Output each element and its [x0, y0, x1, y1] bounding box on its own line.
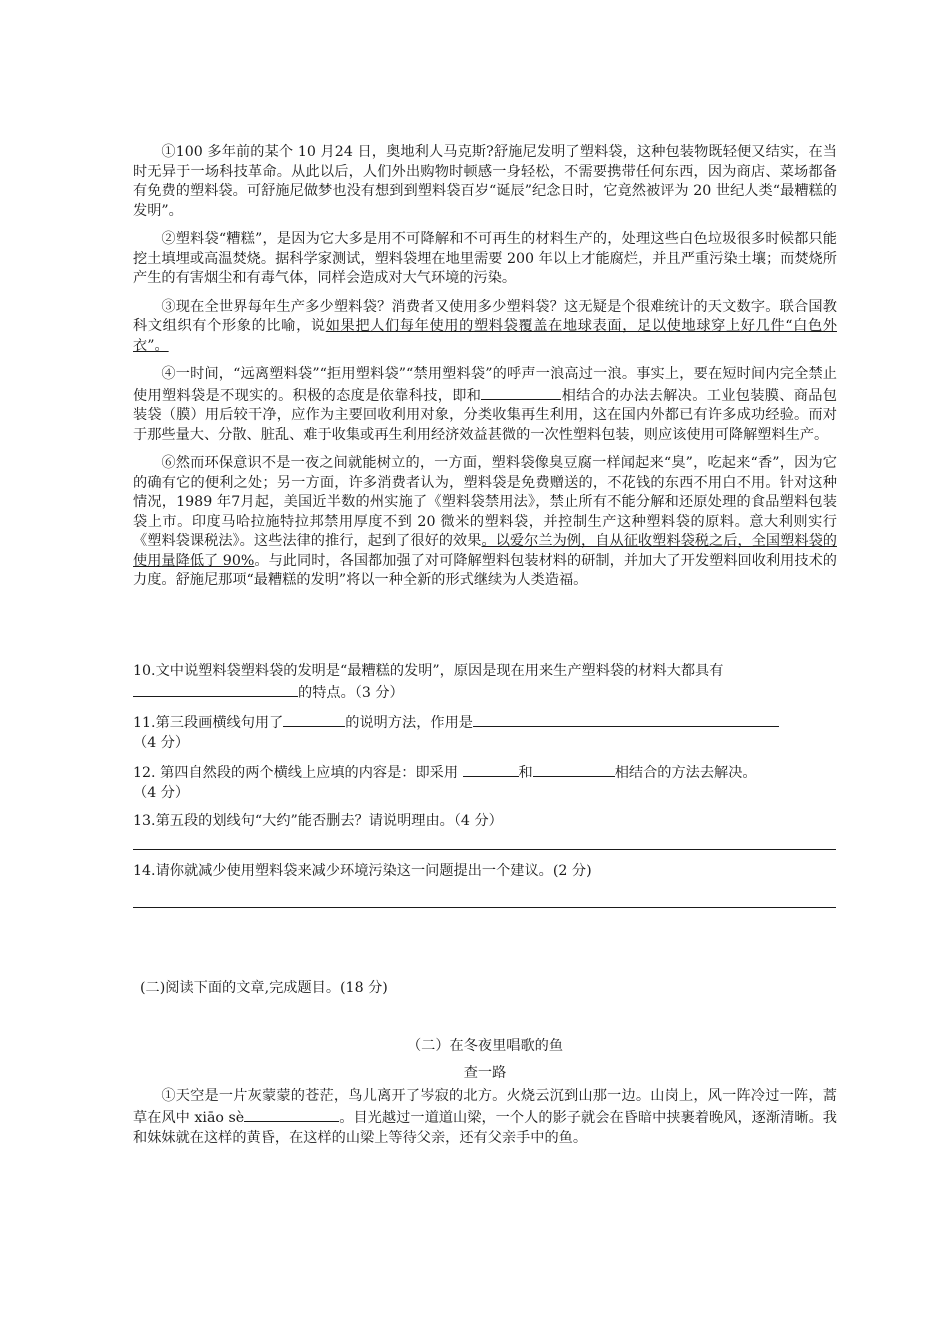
- question-11-blank-1[interactable]: [283, 712, 345, 727]
- story-paragraph-1: [133, 1087, 837, 1148]
- paragraph-4-blank[interactable]: [481, 385, 561, 400]
- story-paragraph-1-text-a: ①天空是一片灰蒙蒙的苍茫，鸟儿离开了岑寂的北方。火烧云沉到山那一边。山岗上，风一阵冷过一阵，蒿草在风中 xiāo sè: [133, 1088, 837, 1126]
- paragraph-4: [133, 365, 837, 445]
- question-12-blank-1[interactable]: [463, 762, 519, 777]
- questions-block: [133, 662, 837, 841]
- paragraph-6-text-b: 。与此同时，各国都加强了对可降解塑料包装材料的研制，并加大了开发塑料回收利用技术的力度。舒施尼那项“最糟糕的发明”将以一种全新的形式继续为人类造福。: [133, 552, 837, 588]
- question-13-answer-line[interactable]: [133, 849, 836, 850]
- paragraph-4-text-a: ④一时间，“远离塑料袋”“拒用塑料袋”“禁用塑料袋”的呼声一浪高过一浪。事实上，要在短时间内完全禁止使用塑料袋是不现实的。积极的态度是依靠科技，即和: [133, 366, 837, 404]
- paragraph-3: [133, 298, 837, 357]
- question-11-score: （4 分）: [133, 734, 190, 751]
- paragraph-3-underlined: 如果把人们每年使用的塑料袋覆盖在地球表面，足以使地球穿上好几件“白色外衣”。: [133, 318, 837, 354]
- question-13: 13.第五段的划线句“大约”能否删去？请说明理由。（4 分）: [133, 813, 503, 829]
- question-10-text-b: 的特点。（3 分）: [298, 684, 404, 701]
- question-12-text-a: 12. 第四自然段的两个横线上应填的内容是：即采用: [133, 765, 459, 781]
- question-12-text-c: 相结合的方法去解决。: [614, 765, 757, 781]
- question-12: [133, 762, 837, 803]
- paragraph-6: [133, 454, 837, 591]
- paragraph-2: ②塑料袋“糟糕”，是因为它大多是用不可降解和不可再生的材料生产的，处理这些白色垃圾很多时候都只能挖土填埋或高温焚烧。据科学家测试，塑料袋埋在地里需要 200 年以上才能腐烂，并且严重污染土壤；而焚烧所产生的有害烟尘和有毒气体，同样会造成对大气环境的污染。: [133, 231, 837, 286]
- question-11-blank-2[interactable]: [473, 712, 779, 727]
- question-10-blank[interactable]: [133, 682, 298, 697]
- section-2-heading: (二)阅读下面的文章,完成题目。(18 分): [140, 980, 388, 996]
- question-14: 14.请你就减少使用塑料袋来减少环境污染这一问题提出一个建议。(2 分): [133, 863, 592, 879]
- question-10-text-a: 10.文中说塑料袋塑料袋的发明是“最糟糕的发明”，原因是现在用来生产塑料袋的材料大都具有: [133, 663, 724, 679]
- paragraph-1: ①100 多年前的某个 10 月24 日，奥地利人马克斯?舒施尼发明了塑料袋，这种包装物既轻便又结实，在当时无异于一场科技革命。从此以后，人们外出购物时顿感一身轻松，不需要携带任何东西，因为商店、菜场都备有免费的塑料袋。可舒施尼做梦也没有想到到塑料袋百岁“诞辰”纪念日时，它竟然被评为 20 世纪人类“最糟糕的发明”。: [133, 144, 837, 219]
- question-14-answer-line[interactable]: [133, 907, 836, 908]
- question-12-blank-2[interactable]: [533, 762, 615, 777]
- question-12-text-b: 和: [518, 765, 533, 781]
- paragraph-6-text-a: ⑥然而环保意识不是一夜之间就能树立的，一方面，塑料袋像臭豆腐一样闻起来“臭”，吃起来“香”，因为它的确有它的便利之处；另一方面，许多消费者认为，塑料袋是免费赠送的，不花钱的东西不用白不用。针对这种情况，1989 年7月起，美国近半数的州实施了《塑料袋禁用法》，禁止所有不能分解和还原处理的食品塑料包装袋上市。印度马哈拉施特拉邦禁用厚度不到 20 微米的塑料袋，并控制生产这种塑料袋的原料。意大利则实行《塑料袋课税法》。这些法律的推行，起到了很好的效果: [133, 455, 837, 549]
- question-11-text-a: 11.第三段画横线句用了: [133, 715, 284, 731]
- paragraph-6-underlined: 。以爱尔兰为例，自从征收塑料袋税之后，全国塑料袋的使用量降低了 90%: [133, 533, 837, 569]
- passage-plastic-bag: [133, 143, 837, 600]
- story-title: （二）在冬夜里唱歌的鱼: [406, 1038, 564, 1054]
- paragraph-3-text: ③现在全世界每年生产多少塑料袋？消费者又使用多少塑料袋？这无疑是个很难统计的天文数字。联合国教科文组织有个形象的比喻，说: [133, 298, 837, 334]
- story-paragraph-1-blank[interactable]: [244, 1107, 339, 1122]
- question-12-score: （4 分）: [133, 784, 190, 801]
- question-11: [133, 712, 837, 753]
- question-11-text-b: 的说明方法，作用是: [345, 715, 473, 731]
- story-paragraph-1-text-b: 。目光越过一道道山梁，一个人的影子就会在昏暗中挟裹着晚风，逐渐清晰。我和妹妹就在这样的黄昏，在这样的山梁上等待父亲，还有父亲手中的鱼。: [133, 1109, 837, 1146]
- story-author: 查一路: [463, 1065, 507, 1081]
- paragraph-4-text-b: 相结合的办法去解决。工业包装膜、商品包装袋（膜）用后较干净，应作为主要回收利用对象，分类收集再生利用，这在国内外都已有许多成功经验。而对于那些量大、分散、脏乱、难于收集或再生利用经济效益甚微的一次性塑料包装，则应该使用可降解塑料生产。: [133, 387, 837, 443]
- question-10: [133, 662, 837, 703]
- question-14-block: [133, 862, 837, 891]
